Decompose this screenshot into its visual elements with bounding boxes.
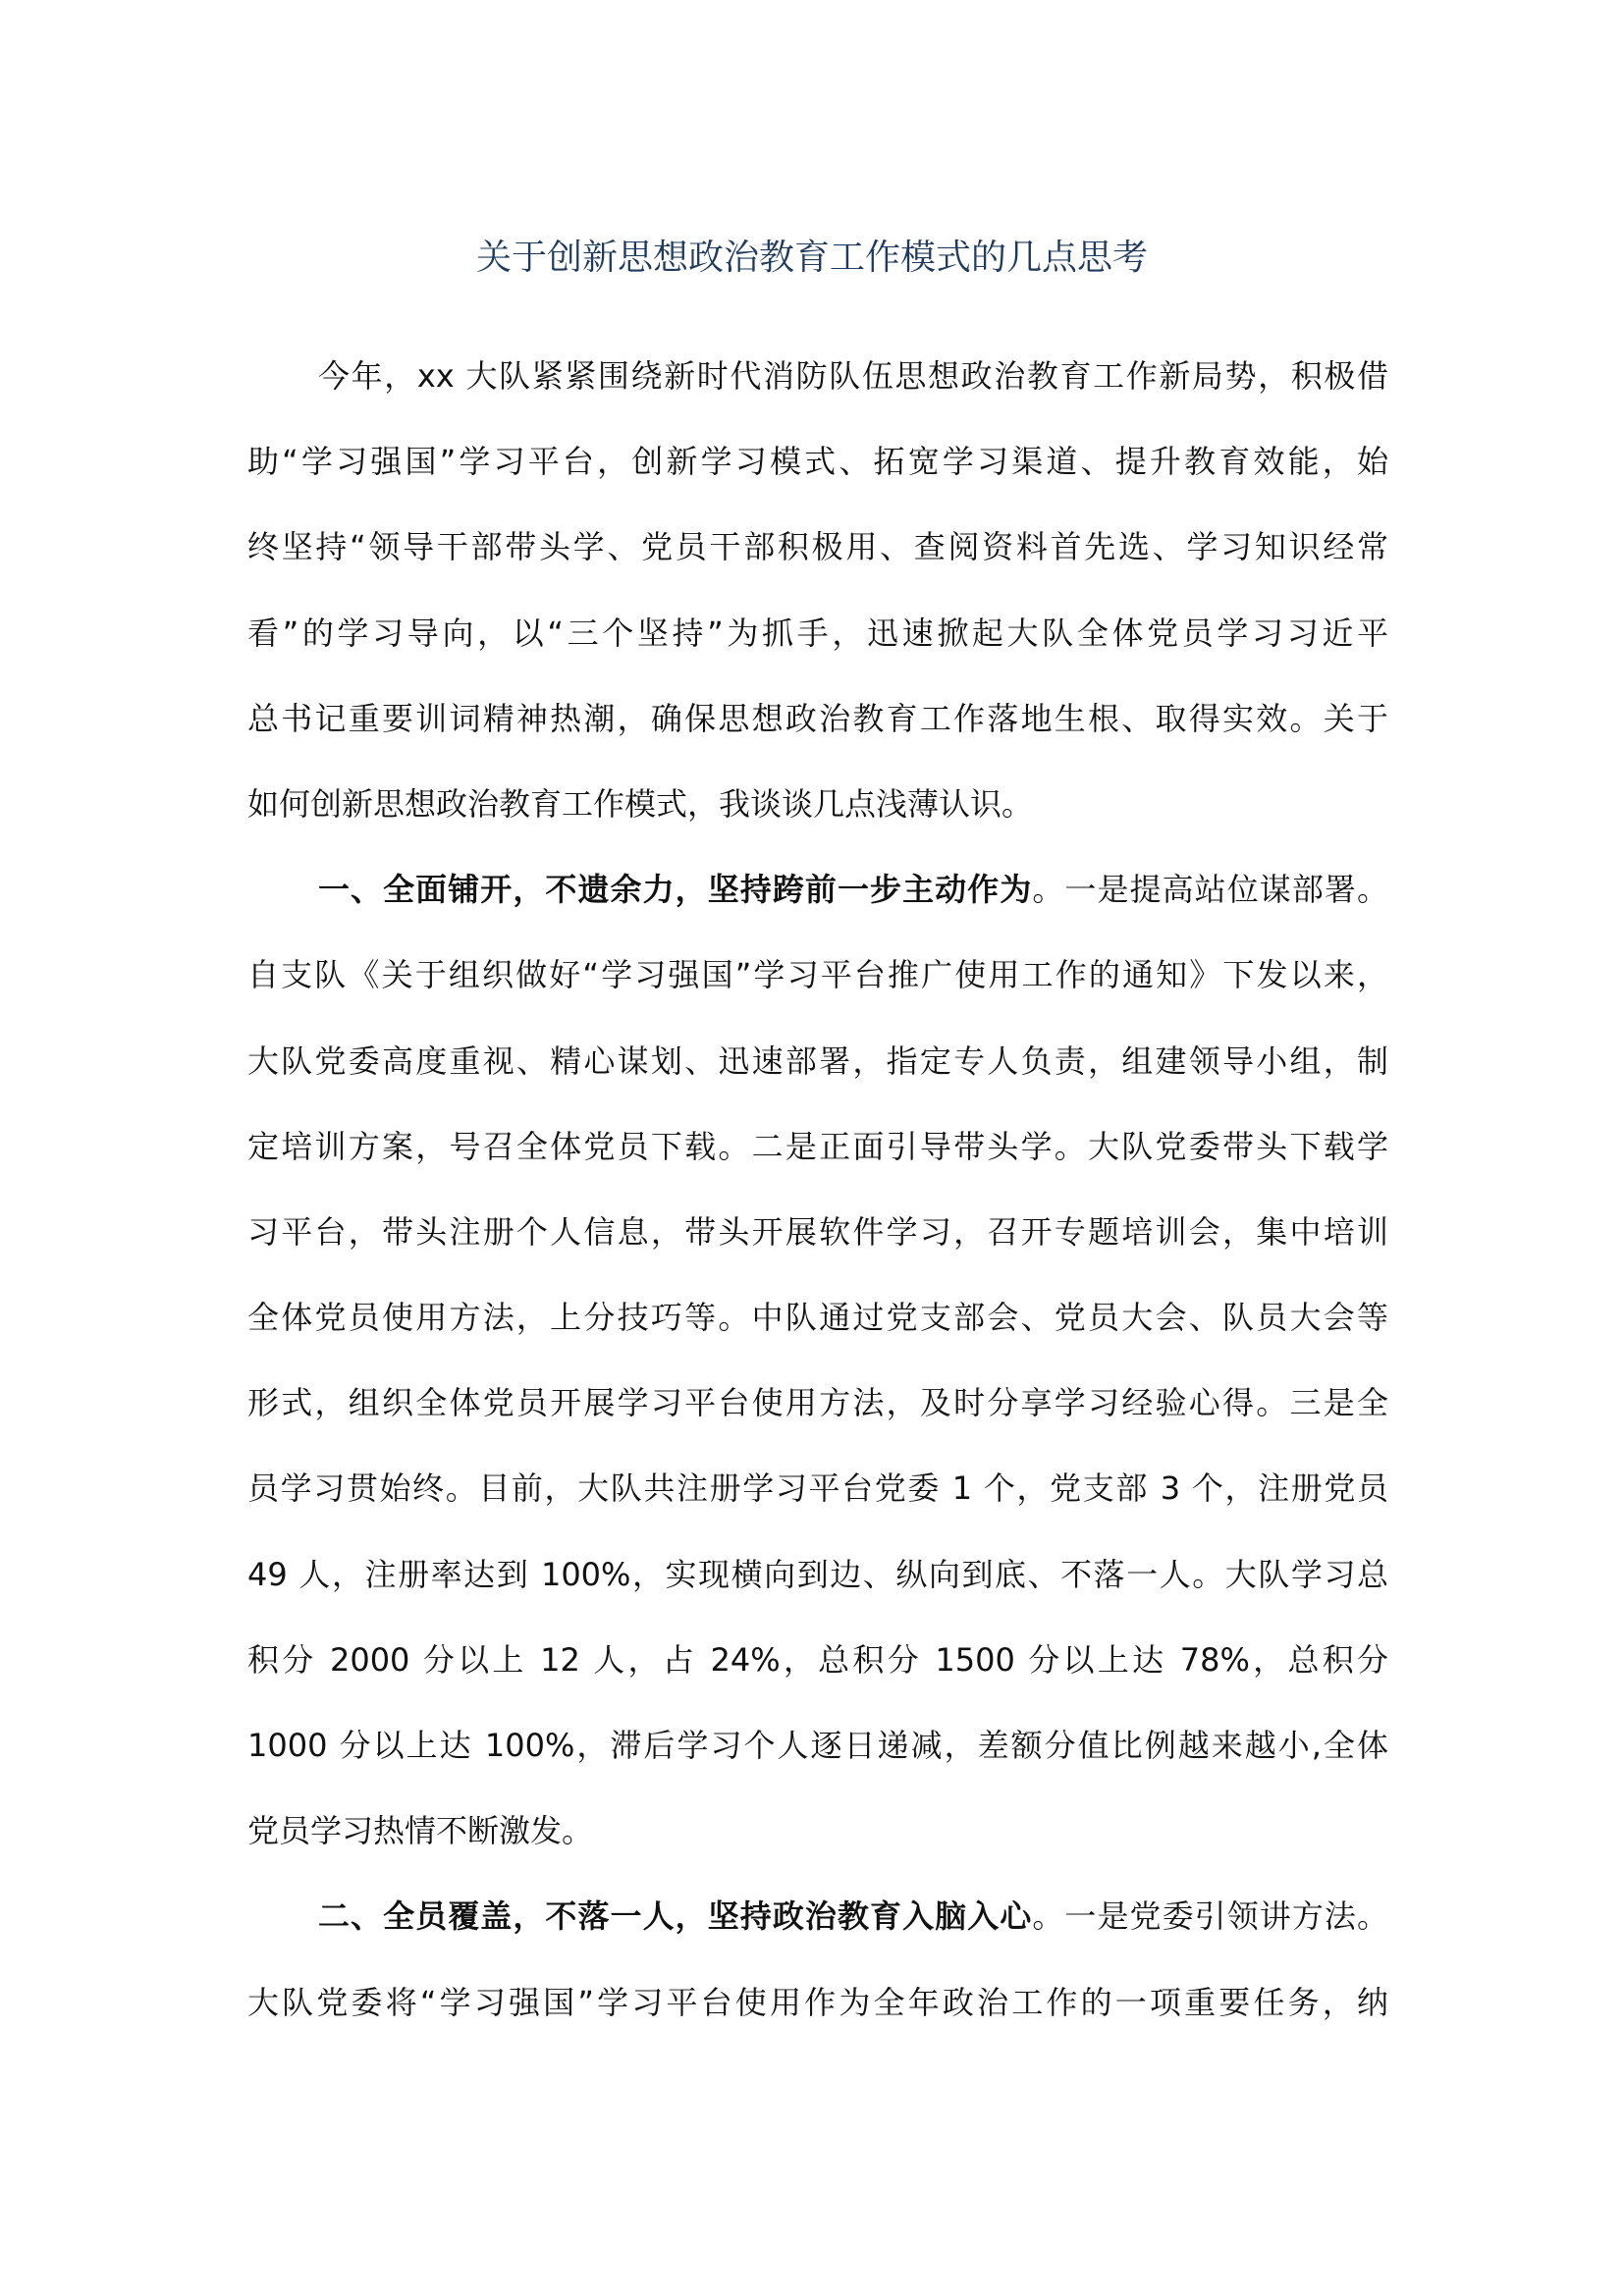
- text-line: [247, 1618, 1388, 1703]
- text-line: [247, 1874, 1388, 1959]
- line-text: 自支队《关于组织做好“学习强国”学习平台推广使用工作的通知》下发以来，: [247, 956, 1388, 994]
- line-text: 49 人，注册率达到 100%，实现横向到边、纵向到底、不落一人。大队学习总: [247, 1555, 1388, 1593]
- line-text: 全体党员使用方法，上分技巧等。中队通过党支部会、党员大会、队员大会等: [247, 1299, 1388, 1337]
- text-line: [247, 1275, 1388, 1361]
- text-line: [247, 1789, 1388, 1874]
- line-text: 大队党委高度重视、精心谋划、迅速部署，指定专人负责，组建领导小组，制: [247, 1041, 1388, 1080]
- text-line: [247, 1960, 1388, 2046]
- text-line: [247, 334, 1388, 419]
- text-line: [247, 676, 1388, 762]
- text-line: [247, 1104, 1388, 1190]
- text-line: [247, 1361, 1388, 1446]
- section-heading: 一、全面铺开，不遗余力，坚持跨前一步主动作为: [318, 871, 1033, 909]
- text-line: [247, 591, 1388, 676]
- line-text: 习平台，带头注册个人信息，带头开展软件学习，召开专题培训会，集中培训: [247, 1212, 1388, 1251]
- line-text: 积分 2000 分以上 12 人，占 24%，总积分 1500 分以上达 78%，总积分: [247, 1640, 1388, 1679]
- line-text: 终坚持“领导干部带头学、党员干部积极用、查阅资料首先选、学习知识经常: [247, 528, 1388, 566]
- line-text: 党员学习热情不断激发。: [247, 1812, 594, 1850]
- text-line: [247, 505, 1388, 590]
- text-line: [247, 847, 1388, 933]
- line-text: 定培训方案，号召全体党员下载。二是正面引导带头学。大队党委带头下载学: [247, 1127, 1388, 1165]
- text-line: [247, 1446, 1388, 1531]
- text-line: [247, 1532, 1388, 1618]
- text-line: [247, 933, 1388, 1018]
- document-title: 关于创新思想政治教育工作模式的几点思考: [475, 238, 1148, 278]
- text-line: [247, 1703, 1388, 1789]
- text-line: [247, 762, 1388, 847]
- line-text: 1000 分以上达 100%，滞后学习个人逐日递减，差额分值比例越来越小,全体: [247, 1727, 1388, 1764]
- document-body: [247, 334, 1388, 2046]
- line-text: 如何创新思想政治教育工作模式，我谈谈几点浅薄认识。: [247, 784, 1034, 823]
- line-text: 总书记重要训词精神热潮，确保思想政治教育工作落地生根、取得实效。关于: [247, 699, 1388, 737]
- line-text: 员学习贯始终。目前，大队共注册学习平台党委 1 个，党支部 3 个，注册党员: [247, 1469, 1388, 1508]
- text-line: [247, 1190, 1388, 1275]
- line-text: 助“学习强国”学习平台，创新学习模式、拓宽学习渠道、提升教育效能，始: [247, 443, 1388, 481]
- text-line: [247, 1019, 1388, 1104]
- line-text: 今年，xx 大队紧紧围绕新时代消防队伍思想政治教育工作新局势，积极借: [318, 357, 1388, 395]
- line-text: 。一是党委引领讲方法。: [1032, 1897, 1388, 1936]
- line-text: 看”的学习导向，以“三个坚持”为抓手，迅速掀起大队全体党员学习习近平: [247, 614, 1388, 652]
- line-text: 形式，组织全体党员开展学习平台使用方法，及时分享学习经验心得。三是全: [247, 1384, 1388, 1422]
- line-text: 。一是提高站位谋部署。: [1032, 871, 1388, 909]
- line-text: 大队党委将“学习强国”学习平台使用作为全年政治工作的一项重要任务，纳: [247, 1983, 1388, 2021]
- section-heading: 二、全员覆盖，不落一人，坚持政治教育入脑入心: [318, 1897, 1033, 1936]
- text-line: [247, 419, 1388, 505]
